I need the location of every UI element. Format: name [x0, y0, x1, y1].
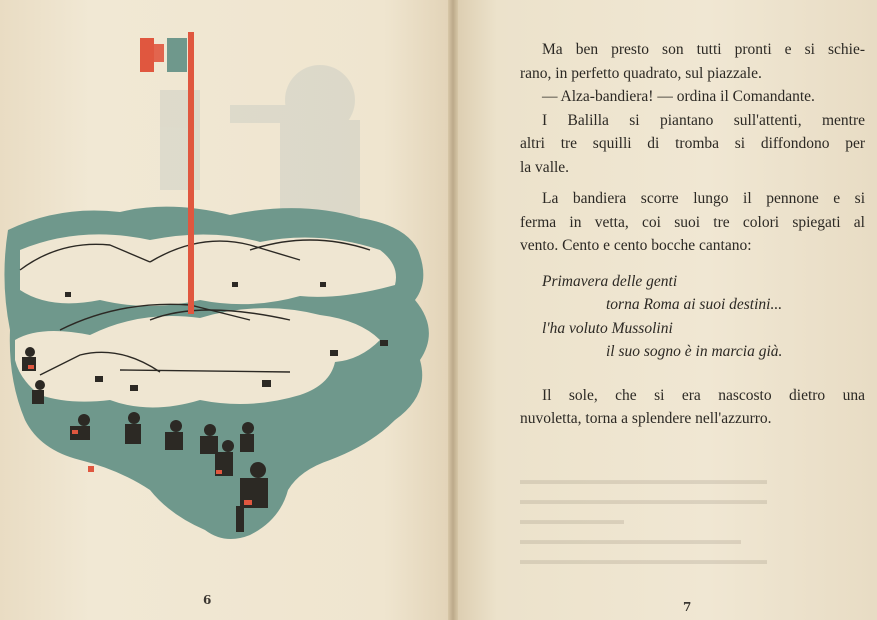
right-page-text: [520, 38, 865, 431]
poem-line-3: l'ha voluto Mussolini: [542, 319, 673, 337]
closing-line-1: Il sole, che si era nascosto dietro una: [542, 386, 865, 404]
para-3-line-3: la valle.: [520, 158, 570, 176]
poem-verse: [520, 270, 865, 364]
poem-line-4: il suo sogno è in marcia già.: [606, 343, 783, 360]
para-4-line-1: La bandiera scorre lungo il pennone e si: [542, 190, 865, 207]
right-page-number: 7: [683, 600, 692, 614]
bleed-through-text: ▬▬▬▬▬▬▬▬▬▬▬▬▬▬▬▬▬▬▬ ▬▬▬▬▬▬▬▬▬▬▬▬▬▬▬▬▬▬▬ ▬▬▬▬▬▬▬▬ ▬▬▬▬▬▬▬▬▬▬▬▬▬▬▬▬▬ ▬▬▬▬▬▬▬▬▬▬▬▬▬▬▬▬▬▬▬: [520, 472, 767, 567]
para-3-line-1: I Balilla si piantano sull'attenti, mentre: [542, 111, 865, 129]
para-4-line-3: vento. Cento e cento bocche cantano:: [520, 237, 752, 254]
poem-line-2: torna Roma ai suoi destini...: [606, 296, 783, 313]
para-1-line-2: rano, in perfetto quadrato, sul piazzale.: [520, 64, 762, 82]
para-4-line-2: ferma in vetta, coi suoi tre colori spiegati al: [520, 213, 865, 231]
closing-line-2: nuvoletta, torna a splendere nell'azzurro.: [520, 410, 772, 427]
left-page-number: 6: [203, 593, 212, 607]
para-3-line-2: altri tre squilli di tromba si diffondono per: [520, 135, 865, 152]
poem-line-1: Primavera delle genti: [542, 272, 678, 290]
para-1-line-1: Ma ben presto son tutti pronti e si schie-: [542, 41, 865, 58]
para-2-line-1: — Alza-bandiera! — ordina il Comandante.: [542, 88, 815, 105]
